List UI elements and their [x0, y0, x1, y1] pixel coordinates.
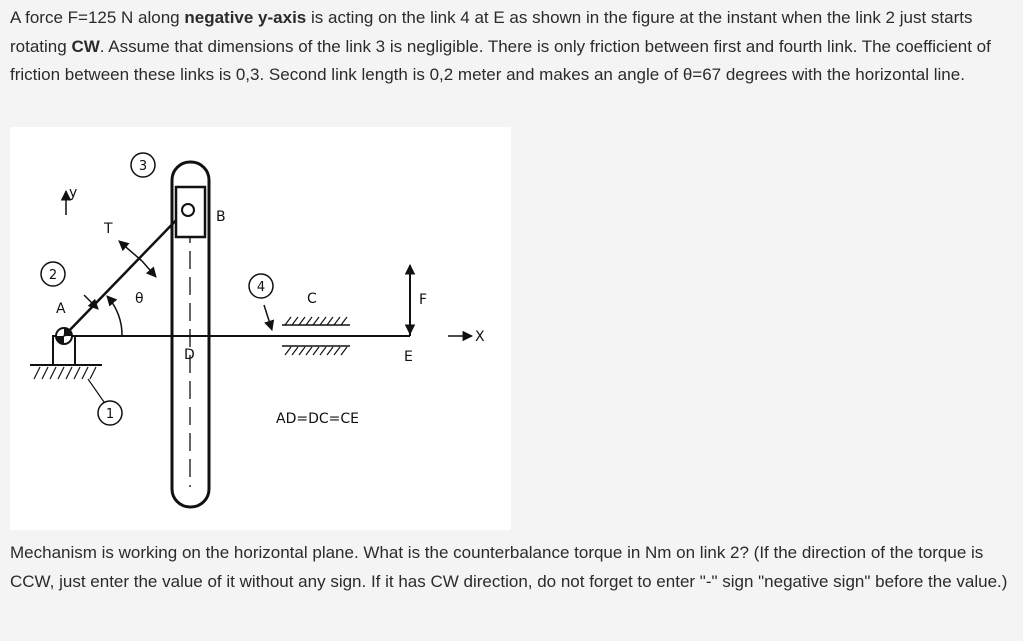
link-number-4-text: 4 — [256, 280, 266, 295]
link-2-crank — [64, 210, 186, 336]
label-b: B — [216, 209, 226, 225]
statement-part: A force F=125 N along — [10, 8, 185, 27]
problem-statement — [10, 4, 1015, 90]
ground-hatch — [34, 367, 96, 379]
theta-arc — [107, 296, 122, 336]
label-t: T — [104, 221, 113, 237]
label-dimension-equality: AD=DC=CE — [276, 411, 359, 427]
mechanism-figure — [10, 127, 511, 530]
emphasis-negative-y-axis: negative y-axis — [184, 8, 307, 27]
pin-b — [182, 204, 194, 216]
link-number-1-text: 1 — [105, 407, 115, 422]
link-number-4 — [249, 274, 273, 298]
label-c: C — [307, 291, 317, 307]
label-y: y — [69, 185, 78, 201]
emphasis-cw: CW — [71, 36, 100, 56]
label-e: E — [404, 349, 413, 365]
link-number-2-text: 2 — [48, 268, 58, 283]
link-number-3-text: 3 — [138, 159, 148, 174]
crank-dim-arrow-upper — [119, 241, 142, 261]
label-f: F — [419, 292, 428, 308]
question-text: Mechanism is working on the horizontal plane. What is the counterbalance torque in Nm on link 2? (If the direction of the torque is CCW, just enter the value of it without any sign. If it has CW direction, do not forget to enter "-" sign "negative sign" before the value.) — [10, 543, 1008, 591]
link-number-2 — [41, 262, 65, 286]
link-number-3 — [131, 153, 155, 177]
mechanism-diagram — [10, 127, 511, 530]
label-a: A — [56, 301, 66, 317]
label-x: X — [475, 329, 485, 345]
link-number-1 — [98, 401, 122, 425]
link-4-pointer — [264, 305, 272, 330]
link-1-pointer — [88, 379, 104, 402]
statement-part: is acting on the link 4 at E as shown in the figure at the instant when the link 2 just starts rotating — [10, 8, 973, 56]
crank-dim-arrow-lower — [142, 261, 156, 277]
label-theta: θ — [135, 291, 144, 307]
statement-part: . Assume that dimensions of the link 3 is negligible. There is only friction between first and fourth link. The coefficient of friction between these links is 0,3. Second link length is 0,2 meter and makes an angle of θ=67 degrees with the horizontal line. — [10, 36, 991, 84]
label-d: D — [184, 347, 195, 363]
